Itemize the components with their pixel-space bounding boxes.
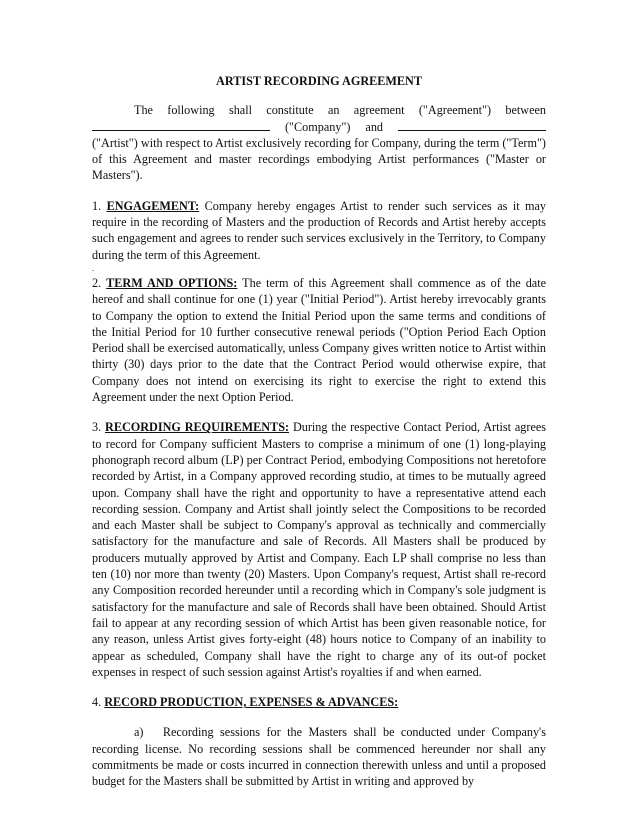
section-term-options bbox=[92, 275, 546, 405]
intro-rest: ("Artist") with respect to Artist exclusively recording for Company, during the term ("Term") of this Agreement and master recordings embodying Artist performances ("Master or Masters"). bbox=[92, 135, 546, 183]
document-title: ARTIST RECORDING AGREEMENT bbox=[216, 74, 422, 88]
section3-heading: RECORDING REQUIREMENTS: bbox=[105, 420, 290, 435]
section3-number: 3. bbox=[92, 420, 102, 435]
section4-number: 4. bbox=[92, 695, 102, 710]
section4-sub-a-body: Recording sessions for the Masters shall be conducted under Company's recording license. No recording sessions shall be commenced hereunder nor shall any commitments be made or costs incurred in connection therewith unless and until a proposed budget for the Masters shall be submitted by Artist in writing and approved by bbox=[92, 725, 546, 789]
company-name-blank bbox=[92, 119, 270, 131]
section4-sub-a-label: a) bbox=[134, 725, 144, 740]
intro-line1: The following shall constitute an agreement ("Agreement") between bbox=[134, 103, 546, 118]
section1-heading: ENGAGEMENT: bbox=[106, 198, 200, 213]
section3-body: During the respective Contact Period, Artist agrees to record for Company sufficient Masters to comprise a minimum of one (1) long-playing phonograph record album (LP) per Contract Period, embodying Compositions not heretofore recorded by Artist, in a Company approved recording studio, at times to be mutually agreed upon. Company shall have the right and opportunity to have a representative attend each recording session. Company and Artist shall jointly select the Compositions to be recorded and each Master shall be subject to Company's approval as technically and commercially satisfactory for the manufacture and sale of Records. All Masters shall be produced by producers mutually approved by Artist and Company. Each LP shall comprise no less than ten (10) nor more than twenty (20) Masters. Upon Company's request, Artist shall re-record any Composition recorded hereunder until a recording which in Company's sole judgment is satisfactory for the manufacture and sale of Records shall have been obtained. Should Artist fail to appear at any recording session of which Artist has been given reasonable notice, for any reason, unless Artist gives forty-eight (48) hours notice to Company of an inability to appear as scheduled, Company shall have the right to charge any of its out-of pocket expenses in respect of such session against Artist's royalties if and when earned. bbox=[92, 420, 547, 679]
section-engagement bbox=[92, 198, 546, 263]
section2-body: The term of this Agreement shall commence as of the date hereof and shall continue for one (1) year ("Initial Period"). Artist hereby irrevocably grants to Company the option to extend the Initial Period upon the same terms and conditions of the Initial Period for 10 further consecutive renewal periods ("Option Period Each Option Period shall be exercised automatically, unless Company gives written notice to Artist within thirty (30) days prior to the date that the Contract Period would otherwise expire, that Company does not intend on exercising its right to exercise the right to extend this Agreement under the next Option Period. bbox=[92, 275, 547, 405]
intro-company-label: ("Company") and bbox=[284, 119, 384, 134]
document-page bbox=[92, 73, 546, 790]
section4-heading: RECORD PRODUCTION, EXPENSES & ADVANCES: bbox=[104, 695, 399, 710]
section-recording-requirements bbox=[92, 419, 546, 680]
section4-sub-a bbox=[92, 724, 546, 789]
section2-number: 2. bbox=[92, 275, 102, 290]
intro-parties-line bbox=[92, 119, 546, 135]
section1-body: Company hereby engages Artist to render such services as it may require in the recording of Masters and the production of Records and Artist hereby accepts such engagement and agrees to render such services exclusively in the Territory, to Company during the term of this Agreement. bbox=[92, 198, 547, 262]
stray-mark: - bbox=[92, 267, 94, 274]
section-record-production bbox=[92, 694, 546, 710]
intro-paragraph bbox=[92, 102, 546, 118]
section2-heading: TERM AND OPTIONS: bbox=[106, 275, 238, 290]
section1-number: 1. bbox=[92, 198, 102, 213]
artist-name-blank bbox=[398, 119, 546, 131]
